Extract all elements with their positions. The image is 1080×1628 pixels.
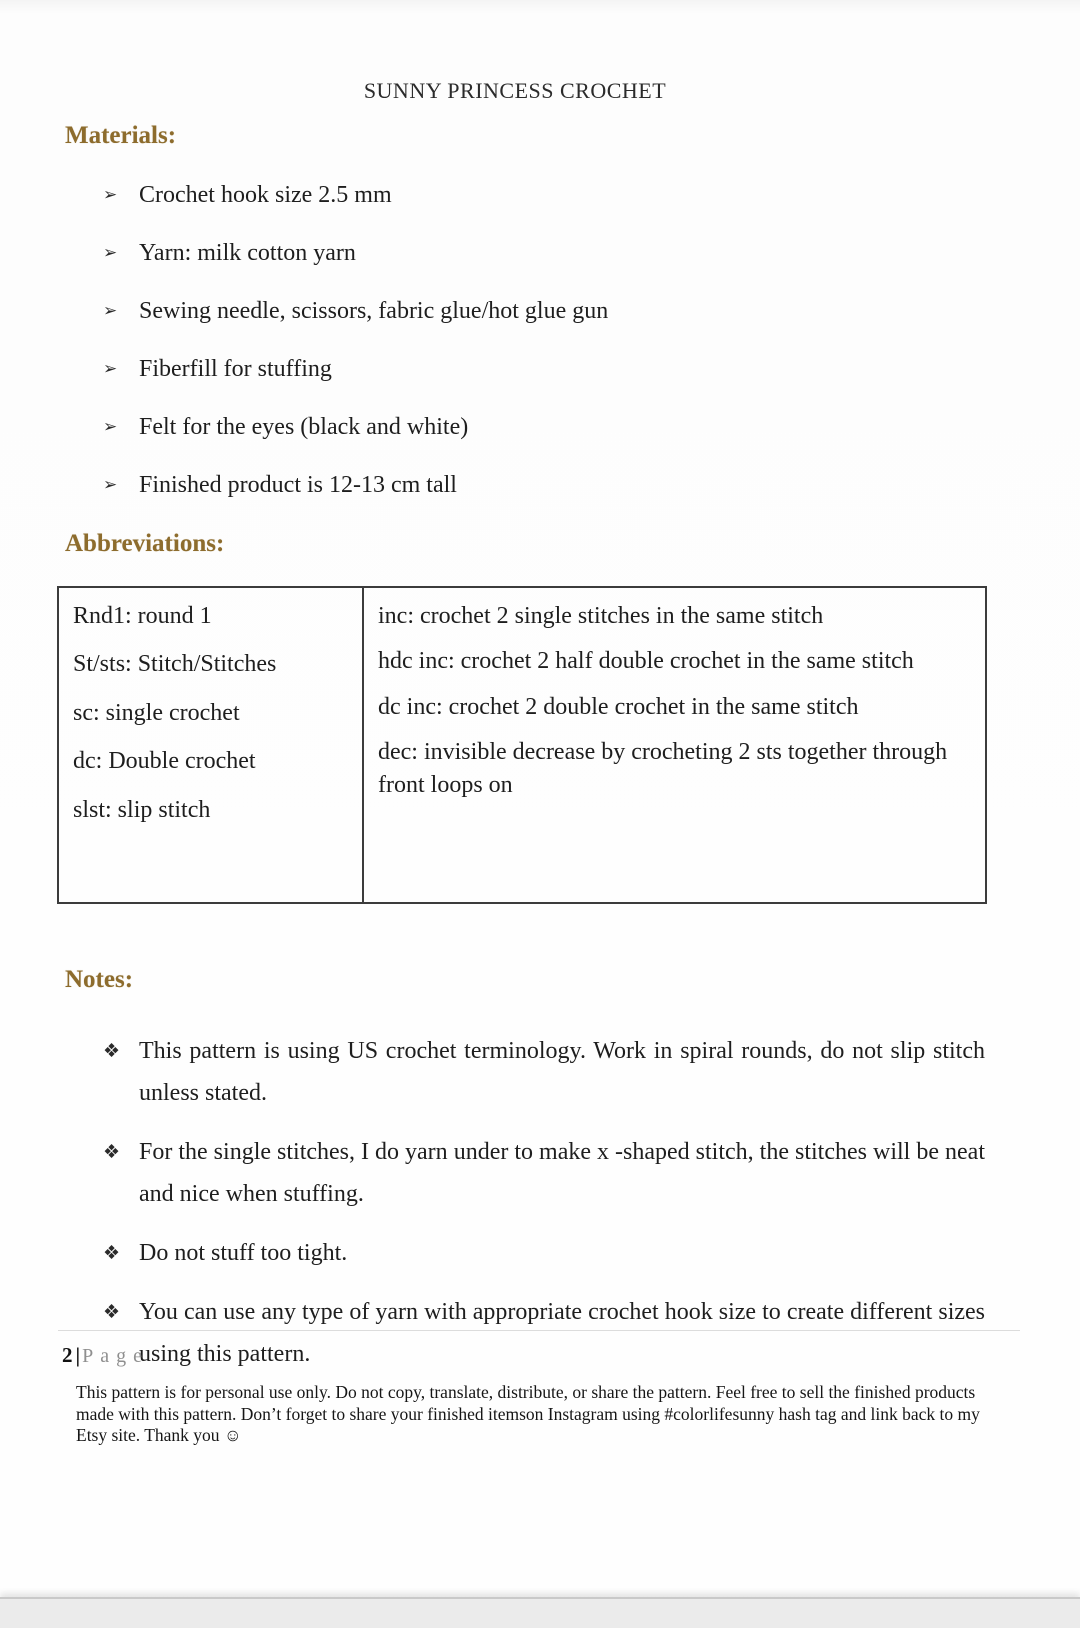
page-label: Page: [82, 1345, 150, 1367]
abbreviation-entry: slst: slip stitch: [73, 796, 211, 823]
abbreviations-table: [57, 586, 987, 904]
diamond-bullet-icon: ❖: [103, 1242, 121, 1264]
notes-heading: Notes:: [65, 965, 134, 993]
arrow-bullet-icon: ➢: [103, 359, 118, 378]
abbreviations-right-cell: [363, 587, 986, 903]
list-item-text: For the single stitches, I do yarn under to make x -shaped stitch, the stitches will be neat and nice when stuffing.: [139, 1138, 985, 1207]
list-item-text: Fiberfill for stuffing: [139, 356, 332, 382]
abbreviation-entry: Rnd1: round 1: [73, 603, 212, 629]
list-item: [103, 1030, 985, 1114]
diamond-bullet-icon: ❖: [103, 1141, 121, 1163]
abbreviations-left-cell: [58, 587, 363, 903]
arrow-bullet-icon: ➢: [103, 243, 118, 262]
list-item-text: Finished product is 12-13 cm tall: [139, 472, 457, 498]
materials-heading: Materials:: [65, 122, 177, 149]
arrow-bullet-icon: ➢: [103, 417, 118, 436]
page-number-separator: |: [75, 1343, 81, 1367]
list-item-text: Do not stuff too tight.: [139, 1239, 348, 1266]
abbreviation-entry: dc: Double crochet: [73, 748, 256, 775]
page-number: 2: [62, 1343, 73, 1367]
list-item: [103, 414, 985, 441]
arrow-bullet-icon: ➢: [103, 185, 118, 204]
abbreviation-entry: dc inc: crochet 2 double crochet in the same stitch: [378, 693, 859, 720]
arrow-bullet-icon: ➢: [103, 301, 118, 320]
list-item: [103, 182, 985, 209]
diamond-bullet-icon: ❖: [103, 1301, 121, 1323]
list-item-text: Sewing needle, scissors, fabric glue/hot glue gun: [139, 298, 609, 324]
list-item: [103, 1232, 985, 1274]
page-edge-shadow: [0, 1597, 1080, 1628]
materials-list: [103, 182, 985, 499]
abbreviation-entry: sc: single crochet: [73, 699, 240, 726]
list-item: [103, 240, 985, 267]
list-item-text: Crochet hook size 2.5 mm: [139, 182, 392, 208]
page-footer: [0, 1330, 1080, 1447]
list-item-text: You can use any type of yarn with appropriate crochet hook size to create different sizes using this pattern.: [139, 1298, 985, 1367]
list-item: [103, 472, 985, 499]
page-title: SUNNY PRINCESS CROCHET: [363, 78, 667, 103]
table-row: [58, 587, 986, 903]
abbreviation-entry: inc: crochet 2 single stitches in the same stitch: [378, 603, 824, 629]
list-item-text: Yarn: milk cotton yarn: [139, 240, 356, 266]
arrow-bullet-icon: ➢: [103, 475, 118, 494]
list-item: [103, 298, 985, 325]
notes-list: [103, 1030, 985, 1375]
list-item-text: This pattern is using US crochet terminology. Work in spiral rounds, do not slip stitch unless stated.: [139, 1037, 985, 1106]
diamond-bullet-icon: ❖: [103, 1040, 121, 1062]
abbreviation-entry: dec: invisible decrease by crocheting 2 sts together through front loops on: [378, 739, 948, 798]
list-item-text: Felt for the eyes (black and white): [139, 414, 469, 440]
list-item: [103, 1131, 985, 1215]
abbreviation-entry: St/sts: Stitch/Stitches: [73, 651, 277, 678]
abbreviation-entry: hdc inc: crochet 2 half double crochet in the same stitch: [378, 648, 914, 675]
footer-divider: [58, 1330, 1020, 1331]
copyright-disclaimer: This pattern is for personal use only. Do not copy, translate, distribute, or share the pattern. Feel free to sell the finished products made with this pattern. Don’t forget to share your finished itemson Instagram using #colorlifesunny hash tag and link back to my Etsy site. Thank you ☺: [76, 1382, 980, 1445]
list-item: [103, 356, 985, 383]
page-number-line: [62, 1343, 1080, 1368]
abbreviations-heading: Abbreviations:: [65, 530, 225, 557]
